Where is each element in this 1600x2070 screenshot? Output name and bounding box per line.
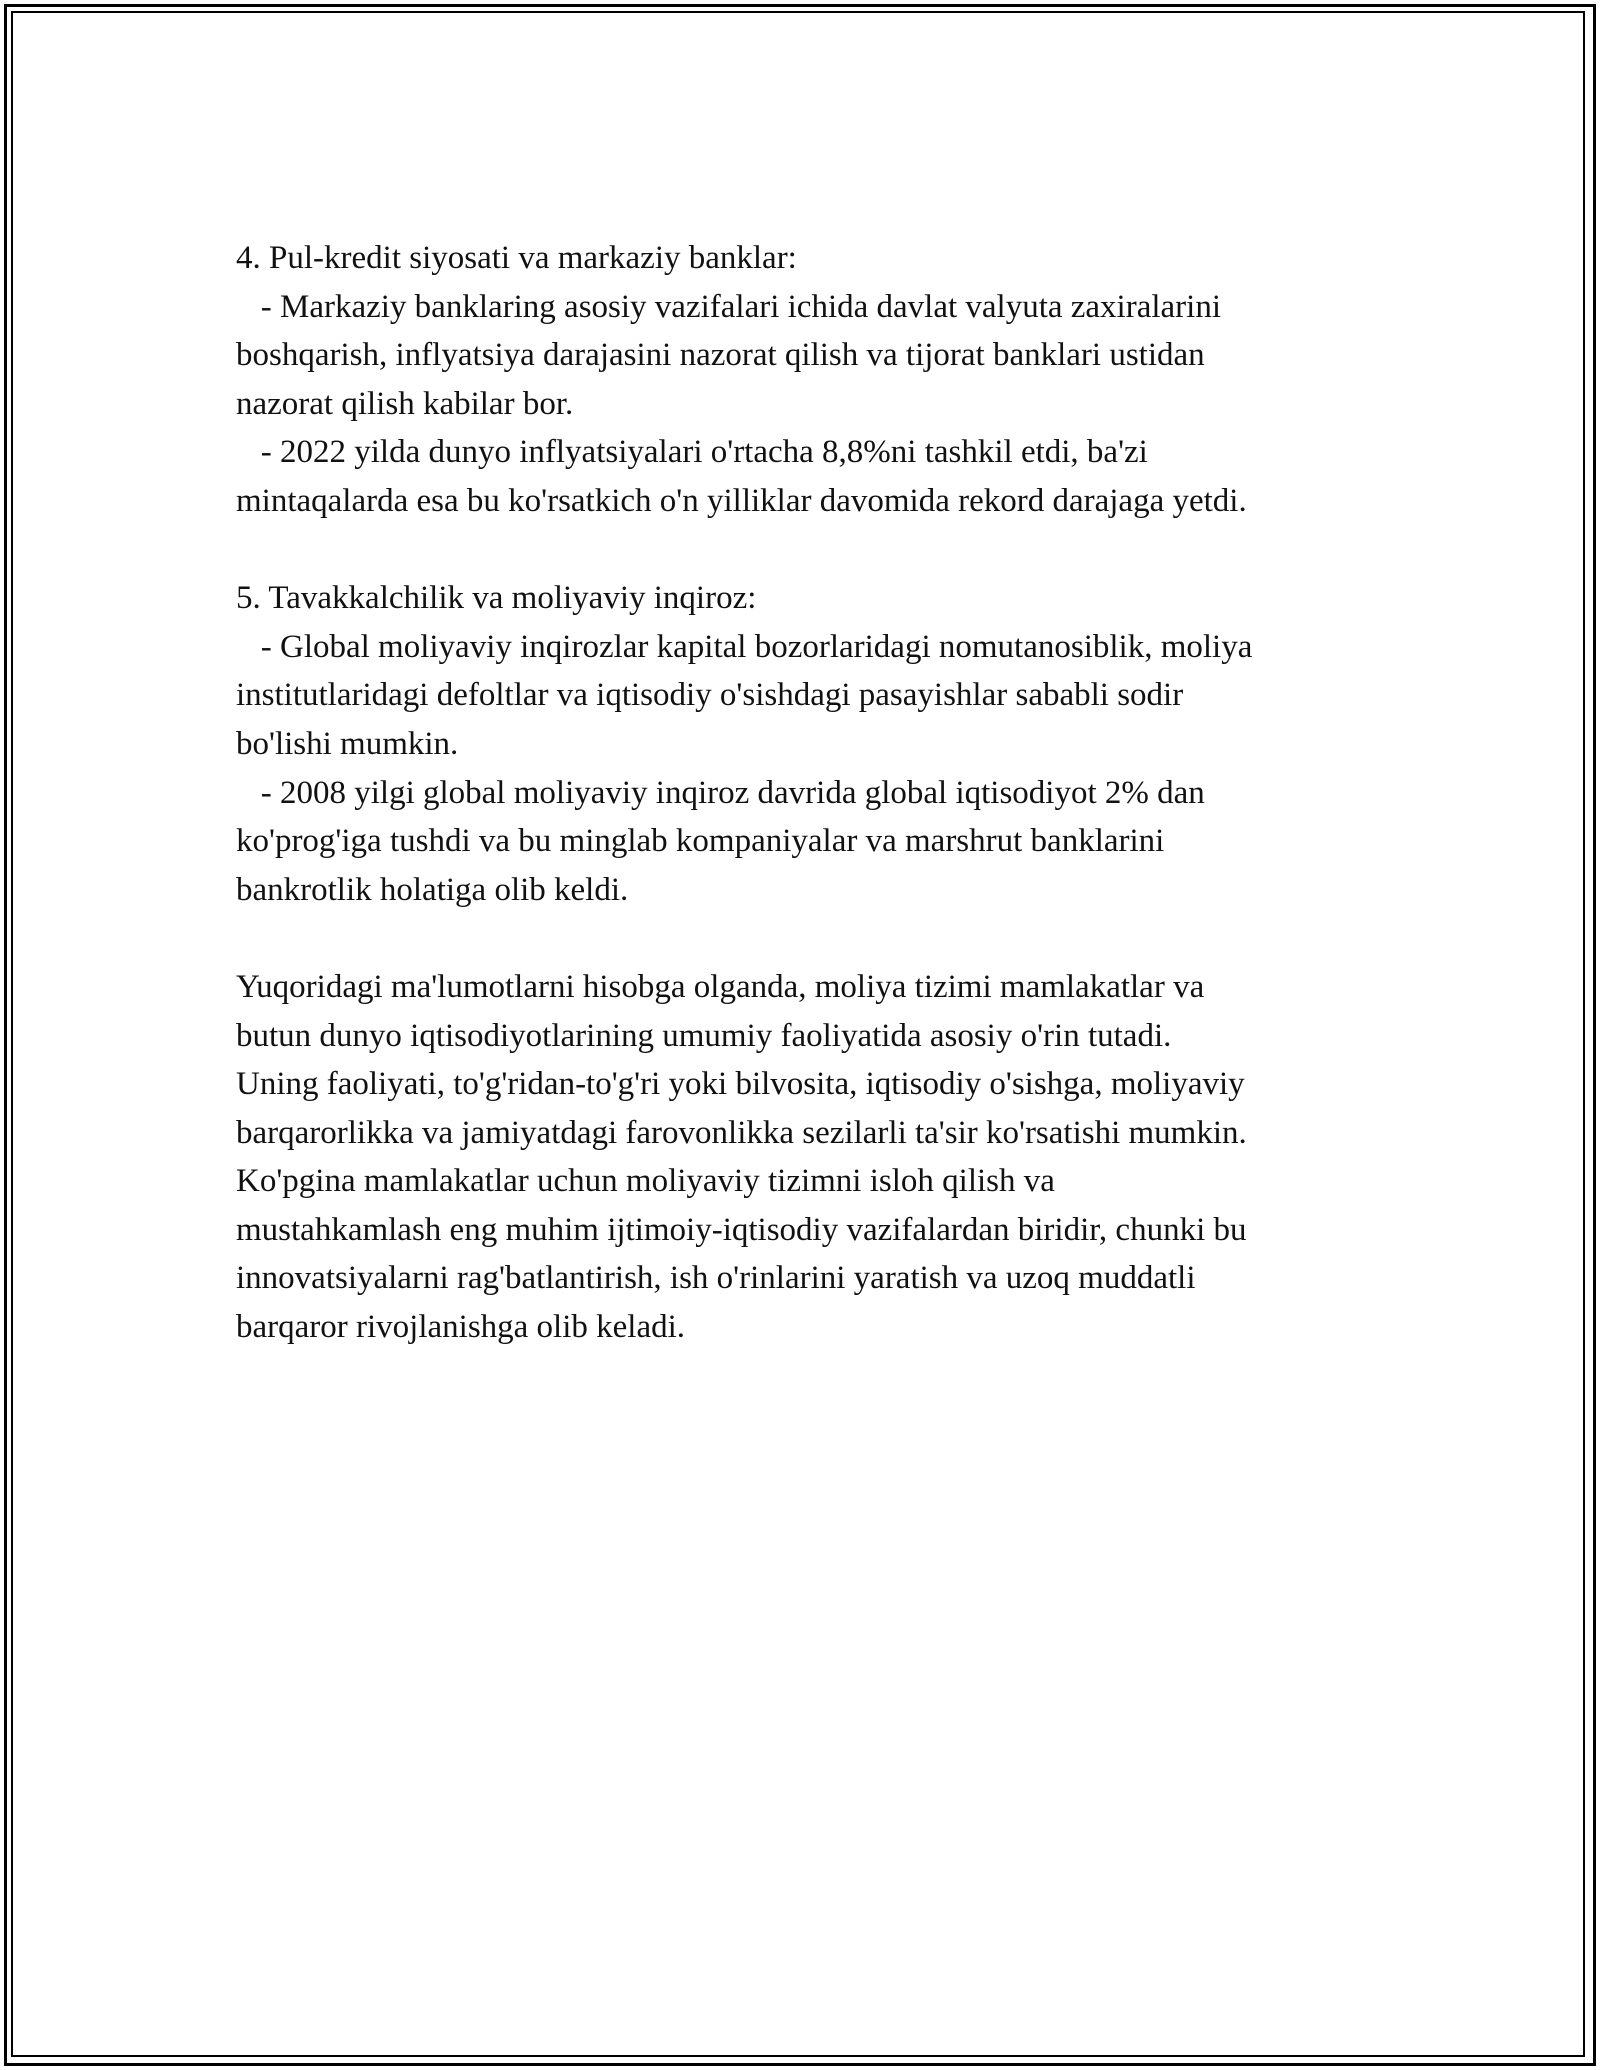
text-line: bankrotlik holatiga olib keldi. [236, 871, 629, 908]
text-line: boshqarish, inflyatsiya darajasini nazorat qilish va tijorat banklari ustidan [236, 337, 1205, 374]
text-line: Ko'pgina mamlakatlar uchun moliyaviy tizimni isloh qilish va [236, 1163, 1055, 1200]
text-line: barqaror rivojlanishga olib keladi. [236, 1309, 686, 1346]
text-line: - 2022 yilda dunyo inflyatsiyalari o'rtacha 8,8%ni tashkil etdi, ba'zi [236, 434, 1148, 471]
text-line: mustahkamlash eng muhim ijtimoiy-iqtisodiy vazifalardan biridir, chunki bu [236, 1211, 1247, 1248]
text-line: - Markaziy banklaring asosiy vazifalari ichida davlat valyuta zaxiralarini [236, 288, 1222, 325]
section-heading: 5. Tavakkalchilik va moliyaviy inqiroz: [236, 580, 757, 617]
section-heading: 4. Pul-kredit siyosati va markaziy banklar: [236, 240, 797, 276]
paragraph-gap [236, 914, 1396, 963]
text-line: - 2008 yilgi global moliyaviy inqiroz davrida global iqtisodiyot 2% dan [236, 774, 1205, 811]
paragraph-gap [236, 526, 1396, 575]
text-line: bo'lishi mumkin. [236, 725, 459, 762]
section-risk-crisis [236, 574, 1396, 914]
text-line: nazorat qilish kabilar bor. [236, 385, 574, 422]
document-body [236, 234, 1396, 1352]
text-line: institutlaridagi defoltlar va iqtisodiy o'sishdagi pasayishlar sababli sodir [236, 677, 1184, 714]
section-monetary-policy [236, 234, 1396, 526]
text-line: butun dunyo iqtisodiyotlarining umumiy faoliyatida asosiy o'rin tutadi. [236, 1017, 1172, 1054]
text-line: Uning faoliyati, to'g'ridan-to'g'ri yoki bilvosita, iqtisodiy o'sishga, moliyaviy [236, 1066, 1245, 1103]
text-line: mintaqalarda esa bu ko'rsatkich o'n yilliklar davomida rekord darajaga yetdi. [236, 482, 1247, 519]
text-line: ko'prog'iga tushdi va bu minglab kompaniyalar va marshrut banklarini [236, 823, 1165, 860]
text-line: Yuqoridagi ma'lumotlarni hisobga olganda, moliya tizimi mamlakatlar va [236, 968, 1205, 1005]
text-line: barqarorlikka va jamiyatdagi farovonlikka sezilarli ta'sir ko'rsatishi mumkin. [236, 1114, 1247, 1151]
text-line: innovatsiyalarni rag'batlantirish, ish o'rinlarini yaratish va uzoq muddatli [236, 1260, 1196, 1297]
section-conclusion [236, 963, 1396, 1352]
text-line: - Global moliyaviy inqirozlar kapital bozorlaridagi nomutanosiblik, moliya [236, 628, 1253, 665]
